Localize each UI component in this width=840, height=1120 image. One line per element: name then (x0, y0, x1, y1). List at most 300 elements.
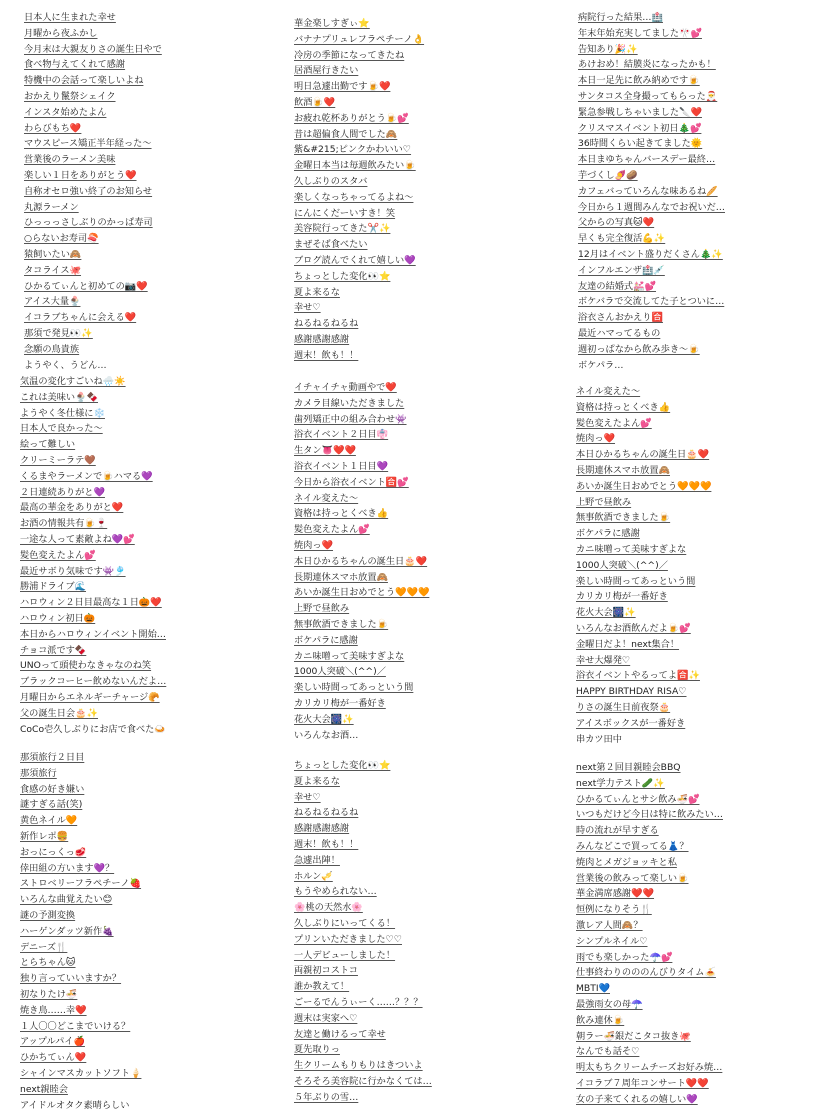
post-link[interactable]: １人〇〇どこまでいける？ (20, 1020, 131, 1032)
post-link[interactable]: 今日から１週間みんなでお祝いだ… (578, 201, 725, 213)
list-item (294, 221, 554, 237)
post-link[interactable]: 友達の結婚式💒💕 (578, 280, 657, 292)
post-link[interactable]: サンタコス全身撮ってもらった🎅 (578, 90, 718, 102)
post-link[interactable]: 絵って難しい (20, 439, 76, 451)
post-link[interactable]: 本日ひかるちゃんの誕生日🎂❤️ (576, 449, 710, 461)
post-link[interactable]: 浴衣イベントやるってよ🈴✨ (576, 670, 700, 682)
list-item (576, 934, 836, 950)
list-item (294, 932, 554, 948)
post-link[interactable]: 独り言っていいますか？ (20, 973, 122, 985)
post-link[interactable]: 感謝感謝感謝 (294, 823, 350, 835)
post-link[interactable]: 🌸桃の天然水🌸 (294, 902, 363, 914)
list-item (24, 326, 284, 342)
post-link[interactable]: 週初っぱなから飲み歩き〜🍺 (578, 343, 700, 355)
list-item (294, 869, 554, 885)
post-link[interactable]: 那須旅行２日目 (20, 752, 85, 763)
list-item (294, 1042, 554, 1058)
post-link[interactable]: 本日まゆちゃんバースデー最終… (578, 154, 716, 166)
post-link[interactable]: 女の子来てくれるの嬉しい💜 (576, 1093, 698, 1105)
list-item (20, 845, 280, 861)
list-item (294, 554, 554, 570)
list-item (294, 491, 554, 507)
post-link[interactable]: お酒の情報共有🍺🍷 (20, 518, 108, 530)
post-link[interactable]: 居酒屋行きたい (294, 65, 359, 77)
post-link[interactable]: 楽しい時間ってあっという間 (576, 575, 696, 587)
post-link[interactable]: 華金楽しすぎぃ⭐ (294, 18, 370, 29)
list-item (20, 674, 280, 690)
post-link[interactable]: イコラブちゃんに会える❤️ (24, 312, 137, 324)
post-link[interactable]: おかえり鬣祭シェイク (24, 90, 116, 102)
post-link[interactable]: 早くも完全復活💪✨ (578, 233, 666, 245)
post-link[interactable]: 髪色変えたよん💕 (294, 524, 370, 536)
post-link[interactable]: 生クリームもりもりはきついよ (294, 1060, 423, 1072)
post-link[interactable]: にんにくだーいすき！笑 (294, 207, 396, 219)
list-item (576, 463, 836, 479)
list-item (24, 358, 284, 370)
post-link[interactable]: 金曜日本当は毎週飲みたい🍺 (294, 160, 416, 172)
post-link[interactable]: 資格は持っとくべき👍 (294, 508, 389, 520)
post-link[interactable]: あいか誕生日おめでとう🧡🧡🧡 (294, 587, 430, 599)
post-link[interactable]: 焼肉とメガジョッキと私 (576, 856, 677, 868)
post-link[interactable]: MBTI💙 (576, 983, 610, 995)
post-link[interactable]: ようやく冬仕様に❄️ (20, 407, 105, 419)
post-link[interactable]: next親睦会 (20, 1083, 68, 1095)
post-link[interactable]: ひかちてぃん❤️ (20, 1052, 87, 1064)
post-link[interactable]: ネイル変えた〜 (294, 492, 359, 504)
post-link[interactable]: とらちゃん🐱 (20, 957, 76, 969)
list-item (24, 136, 284, 152)
post-link[interactable]: 日本人に生まれた幸せ (24, 12, 116, 23)
post-link[interactable]: まぜそば食べたい (294, 239, 368, 251)
post-link[interactable]: 両親初コストコ (294, 965, 358, 977)
post-link[interactable]: ねるねるねるね (294, 807, 359, 819)
post-link[interactable]: 告知あり🎉✨ (578, 43, 638, 55)
post-link[interactable]: 美容院行ってきた✂️✨ (294, 223, 391, 235)
post-link[interactable]: 浴衣さんおかえり🈴 (578, 312, 663, 324)
post-link[interactable]: 明日急遽出勤です🍺❤️ (294, 81, 391, 93)
post-link[interactable]: 緊急参戦しちゃいました🔪❤️ (578, 106, 702, 118)
post-link[interactable]: 12月はイベント盛りだくさん🎄✨ (578, 248, 723, 260)
post-link[interactable]: 歯列矯正中の組み合わせ👾 (294, 413, 407, 425)
post-link[interactable]: ２日連続ありがと💜 (20, 486, 105, 498)
post-link[interactable]: 資格は持っとくべき👍 (576, 401, 671, 413)
post-link[interactable]: 最高の華金をありがと❤️ (20, 502, 124, 514)
list-item (576, 479, 836, 495)
post-link[interactable]: 上野で昼飲み (576, 496, 632, 508)
post-link[interactable]: ごーるでんうぃーく……？？？ (294, 996, 423, 1008)
list-item (576, 902, 836, 918)
list-item (24, 310, 284, 326)
list-item (20, 766, 280, 782)
post-link[interactable]: そろそろ美容院に行かなくては… (294, 1075, 432, 1087)
post-link[interactable]: HAPPY BIRTHDAY RISA♡ (576, 686, 687, 698)
post-link[interactable]: カリカリ梅が一番好き (576, 591, 668, 603)
post-link[interactable]: 紫&#215;ピンクかわいい♡ (294, 144, 412, 156)
post-link[interactable]: 謎すぎる話(笑) (20, 799, 83, 811)
list-item (294, 380, 554, 396)
post-link[interactable]: 夏よ来るな (294, 775, 340, 787)
post-link[interactable]: カニ味噌って美味すぎよな (294, 650, 405, 662)
post-link[interactable]: シャインマスカットソフト🍦 (20, 1067, 142, 1079)
list-item (576, 792, 836, 808)
post-list-panel-8 (294, 758, 554, 1118)
post-link[interactable]: アイスボックスが一番好き (576, 717, 686, 729)
post-link[interactable]: インスタ始めたよん (24, 106, 107, 118)
list-item (576, 574, 836, 590)
post-link[interactable]: ホルン🎺 (294, 870, 333, 882)
post-link[interactable]: 病院行った結果…🏥 (578, 12, 663, 23)
post-link[interactable]: 焼肉っ❤️ (576, 433, 616, 445)
post-link[interactable]: 感謝感謝感謝 (294, 333, 350, 345)
list-item (576, 684, 836, 700)
post-link[interactable]: 浴衣イベント１日目💜 (294, 460, 389, 472)
list-item (294, 316, 554, 332)
post-link[interactable]: 今日から浴衣イベント🈴💕 (294, 476, 409, 488)
post-link[interactable]: 髪色変えたよん💕 (20, 549, 96, 561)
post-link[interactable]: これは美味い🍨🍫 (20, 391, 99, 403)
post-link[interactable]: ボケパラに感謝 (294, 634, 358, 646)
list-item (294, 285, 554, 301)
list-item (578, 358, 838, 370)
post-list-9 (576, 760, 836, 1108)
list-item (20, 532, 280, 548)
list-item (576, 1013, 836, 1029)
post-link[interactable]: 恒例になりそう🍴 (576, 904, 652, 916)
post-link[interactable]: バナナプリュレフラペチーノ👌 (294, 33, 425, 45)
post-link[interactable]: なんでも話そ♡ (576, 1046, 640, 1058)
list-item (576, 668, 836, 684)
post-link[interactable]: ひかるてぃんとサシ飲み🍜💕 (576, 793, 700, 805)
list-item (578, 42, 838, 58)
post-link[interactable]: 華金満席感謝❤️❤️ (576, 888, 655, 900)
post-link[interactable]: シンプルネイル♡ (576, 935, 648, 947)
post-link[interactable]: タコライス🐙 (24, 264, 82, 276)
post-link[interactable]: ブログ読んでくれて嬉しい💜 (294, 254, 416, 266)
list-item (24, 200, 284, 216)
list-item (578, 26, 838, 42)
post-link[interactable]: 父からの写真🐱❤️ (578, 217, 655, 229)
post-link[interactable]: いろんなお酒飲んだよ🍺💕 (576, 622, 691, 634)
list-item (20, 564, 280, 580)
post-link[interactable]: 仕事終わりのののんびりタイム🍝 (576, 967, 716, 979)
list-item (24, 89, 284, 105)
post-link[interactable]: いろんな曲覚えたい😊 (20, 894, 113, 906)
post-link[interactable]: いろんなお酒… (294, 729, 359, 740)
post-link[interactable]: 最近ハマってるもの (578, 327, 661, 339)
list-item (576, 605, 836, 621)
list-item (294, 16, 554, 32)
list-item (20, 485, 280, 501)
post-link[interactable]: チョコ派です🍫 (20, 644, 87, 656)
post-link[interactable]: 自称オセロ強い終了のお知らせ (24, 185, 153, 197)
post-link[interactable]: 年末年始充実してました🎌💕 (578, 27, 702, 39)
post-link[interactable]: 朝ラー🍜銀だこタコ抜き🐙 (576, 1030, 691, 1042)
post-link[interactable]: 営業後の飲みって楽しい🍺 (576, 872, 689, 884)
list-item (20, 908, 280, 924)
post-link[interactable]: カニ味噌って美味すぎよな (576, 543, 687, 555)
post-link[interactable]: ○らないお寿司🍣 (24, 233, 99, 245)
post-link[interactable]: 週末！飲も！！ (294, 838, 359, 850)
list-item (20, 437, 280, 453)
list-item (20, 813, 280, 829)
post-link[interactable]: イチャイチャ動画やで❤️ (294, 382, 397, 393)
post-list-7 (20, 750, 280, 1110)
list-item (578, 200, 838, 216)
post-link[interactable]: 焼き鳥……幸❤️ (20, 1004, 87, 1016)
list-item (576, 732, 836, 744)
list-item (578, 73, 838, 89)
post-link[interactable]: ボケパラ… (578, 359, 624, 370)
post-link[interactable]: 急遽出陣！ (294, 854, 340, 866)
list-item (576, 871, 836, 887)
post-link[interactable]: あいか誕生日おめでとう🧡🧡🧡 (576, 480, 712, 492)
post-link[interactable]: 最強雨女の母☂️ (576, 998, 643, 1010)
list-item (20, 1034, 280, 1050)
post-link[interactable]: 夏先取りっ (294, 1044, 340, 1056)
post-link[interactable]: 長期連休スマホ放置🙈 (294, 571, 388, 583)
list-item (294, 805, 554, 821)
post-link[interactable]: ハロウィン２日目最高な１日🎃❤️ (20, 597, 162, 609)
post-link[interactable]: 金曜日だよ！next集合！ (576, 638, 680, 650)
post-link[interactable]: 髪色変えたよん💕 (576, 417, 652, 429)
post-link[interactable]: 月曜日からエネルギーチャージ🥐 (20, 691, 160, 703)
post-link[interactable]: ちょっとした変化👀⭐ (294, 270, 391, 282)
post-link[interactable]: 36時間くらい起きてました🌞 (578, 138, 703, 150)
post-link[interactable]: 冷房の季節になってきたね (294, 49, 405, 61)
post-link[interactable]: アップルパイ🍎 (20, 1036, 85, 1048)
list-item (20, 579, 280, 595)
post-link[interactable]: 昔は超偏食人間でした🙈 (294, 128, 398, 140)
list-item (20, 892, 280, 908)
list-item (294, 821, 554, 837)
list-item (578, 152, 838, 168)
post-list-panel-4 (20, 374, 280, 734)
post-link[interactable]: おっにっくっ🥩 (20, 846, 87, 858)
list-item (294, 111, 554, 127)
list-item (294, 1074, 554, 1090)
post-link[interactable]: 最近サボり気味です👾🎐 (20, 565, 126, 577)
post-link[interactable]: 久しぶりにいってくる！ (294, 917, 396, 929)
post-link[interactable]: ネイル変えた〜 (576, 386, 641, 397)
post-link[interactable]: ひかるてぃんと初めての📷❤️ (24, 280, 148, 292)
list-item (294, 63, 554, 79)
list-item (576, 1029, 836, 1045)
post-link[interactable]: 無事飲酒できました🍺 (576, 512, 671, 524)
post-link[interactable]: 那須旅行 (20, 767, 57, 779)
post-link[interactable]: 生タン👅❤️❤️ (294, 445, 356, 457)
post-link[interactable]: 飲酒🍺❤️ (294, 96, 336, 108)
post-link[interactable]: インフルエンザ🏥💉 (578, 264, 665, 276)
post-list-4 (20, 374, 280, 734)
list-item (576, 855, 836, 871)
post-link[interactable]: ブラックコーヒー飲めないんだよ… (20, 676, 167, 688)
list-item (294, 995, 554, 1011)
post-link[interactable]: 特機中の会話って楽しいよね (24, 75, 144, 87)
post-link[interactable]: 楽しくなっちゃってるよね〜 (294, 191, 414, 203)
post-link[interactable]: 本日ひかるちゃんの誕生日🎂❤️ (294, 555, 428, 567)
list-item (578, 310, 838, 326)
post-link[interactable]: ５年ぶりの雪… (294, 1091, 359, 1103)
post-link[interactable]: クリーミーラテ🤎 (20, 454, 96, 466)
list-item (24, 215, 284, 231)
list-item (20, 829, 280, 845)
post-link[interactable]: 夏よ来るな (294, 286, 340, 298)
post-link[interactable]: 芋づくし🍠🥔 (578, 169, 638, 181)
list-item (576, 823, 836, 839)
post-link[interactable]: くるまやラーメンで🍺ハマる💜 (20, 470, 153, 482)
post-link[interactable]: カリカリ梅が一番好き (294, 697, 386, 709)
list-item (24, 42, 284, 58)
post-link[interactable]: ひっっっさしぶりのかっぱ寿司 (24, 217, 153, 229)
post-link[interactable]: 友達と働けるって幸せ (294, 1028, 386, 1040)
post-link[interactable]: 倖田組の方います💜？ (20, 862, 115, 874)
post-link[interactable]: ちょっとした変化👀⭐ (294, 760, 391, 771)
post-link[interactable]: クリスマスイベント初日🎄💕 (578, 122, 702, 134)
post-link[interactable]: わらびもち❤️ (24, 122, 82, 134)
post-link[interactable]: カメラ目線いただきました (294, 397, 405, 409)
list-item (20, 453, 280, 469)
post-link[interactable]: アイス大量🍨 (24, 296, 81, 308)
post-link[interactable]: 父の誕生日会🎂✨ (20, 707, 99, 719)
post-link[interactable]: ハーゲンダッツ新作🍇 (20, 925, 114, 937)
post-link[interactable]: もうやめられない… (294, 886, 377, 898)
post-link[interactable]: ストロベリーフラペチーノ🍓 (20, 878, 142, 890)
list-item (576, 807, 836, 823)
post-link[interactable]: プリンいただきました♡♡ (294, 933, 402, 945)
post-link[interactable]: 黄色ネイル🧡 (20, 815, 78, 827)
post-link[interactable]: アイドルオタク素晴らしい (20, 1099, 130, 1110)
list-item (294, 1058, 554, 1074)
post-link[interactable]: 今月末は大親友りさの誕生日やで (24, 43, 162, 55)
list-item (576, 447, 836, 463)
list-item (294, 332, 554, 348)
post-link[interactable]: 食感の好き嫌い (20, 783, 85, 795)
post-link[interactable]: 無事飲酒できました🍺 (294, 618, 389, 630)
list-item (576, 965, 836, 981)
post-link[interactable]: ボケパラに感謝 (576, 528, 640, 540)
post-link[interactable]: 誰か教えて！ (294, 981, 350, 993)
post-link[interactable]: 週末は実家へ♡ (294, 1012, 358, 1024)
post-link[interactable]: 謎の予測変換 (20, 909, 76, 921)
post-link[interactable]: 1000人突破＼(^^)／ (294, 666, 386, 678)
list-item (578, 10, 838, 26)
post-link[interactable]: 猿飼いたい🙈 (24, 248, 82, 260)
post-link[interactable]: 時の流れが早すぎる (576, 825, 659, 837)
post-link[interactable]: 週末！飲も！！ (294, 349, 359, 361)
post-link[interactable]: 焼肉っ❤️ (294, 539, 334, 551)
post-link[interactable]: 念願の鳥貴族 (24, 343, 80, 355)
list-item (578, 247, 838, 263)
post-link[interactable]: 新作レポ🍔 (20, 830, 69, 842)
post-link[interactable]: 幸せ♡ (294, 302, 321, 314)
post-link[interactable]: デニーズ🍴 (20, 941, 68, 953)
post-link[interactable]: ハロウィン初日🎃 (20, 612, 96, 624)
list-item (578, 184, 838, 200)
post-list-panel-2 (294, 16, 554, 376)
post-link[interactable]: 楽しい１日をありがとう❤️ (24, 169, 137, 181)
post-link[interactable]: 食べ物与えてくれて感謝 (24, 59, 126, 71)
post-link[interactable]: ようやく、うどん… (24, 359, 107, 370)
post-link[interactable]: 本日からハロウィンイベント開始… (20, 628, 166, 640)
list-item (294, 1027, 554, 1043)
list-item (576, 776, 836, 792)
post-link[interactable]: 幸せ♡ (294, 791, 321, 803)
post-link[interactable]: 営業後のラーメン美味 (24, 154, 116, 166)
post-link[interactable]: 気温の変化すごいね🌧️☀️ (20, 376, 126, 387)
post-link[interactable]: 久しぶりのスタバ (294, 175, 368, 187)
post-link[interactable]: 花火大会🎆✨ (576, 607, 636, 619)
post-link[interactable]: 1000人突破＼(^^)／ (576, 559, 668, 571)
post-link[interactable]: 飲み連休🍺 (576, 1014, 625, 1026)
post-link[interactable]: 勝浦ドライブ🌊 (20, 581, 87, 593)
post-link[interactable]: いつもだけど今日は特に飲みたい… (576, 809, 723, 821)
post-link[interactable]: 那須で発見👀✨ (24, 327, 93, 339)
post-link[interactable]: みんなどこで買ってる👗？ (576, 840, 689, 852)
list-item (576, 886, 836, 902)
list-item (24, 152, 284, 168)
post-link[interactable]: お疲れ乾杯ありがとう🍺💕 (294, 112, 409, 124)
list-item (294, 348, 554, 364)
list-item (24, 279, 284, 295)
post-link[interactable]: 楽しい時間ってあっという間 (294, 682, 414, 694)
post-list-3 (578, 10, 838, 370)
post-list-panel-6 (576, 384, 836, 744)
post-link[interactable]: ねるねるねるね (294, 318, 359, 330)
list-item (20, 406, 280, 422)
list-item (578, 342, 838, 358)
post-link[interactable]: 明太もちクリームチーズお好み焼… (576, 1062, 723, 1074)
post-link[interactable]: りさの誕生日前夜祭🎂 (576, 701, 671, 713)
list-item (576, 510, 836, 526)
post-link[interactable]: 雨でも楽しかった☂️💕 (576, 951, 673, 963)
list-item (294, 758, 554, 774)
post-link[interactable]: next第２回目親睦会BBQ (576, 762, 681, 773)
list-item (294, 158, 554, 174)
post-link[interactable]: 上野で昼飲み (294, 603, 350, 615)
post-link[interactable]: 浴衣イベント２日目👘 (294, 429, 389, 441)
list-item (294, 538, 554, 554)
post-link[interactable]: ボケバラで交流してた子とついに… (578, 296, 725, 308)
post-link[interactable]: 一途な人って素敵よね💜💕 (20, 533, 135, 545)
post-link[interactable]: 激レア人間🙈？ (576, 919, 643, 931)
post-link[interactable]: イコラブ７周年コンサート❤️❤️ (576, 1077, 709, 1089)
list-item (576, 637, 836, 653)
post-link[interactable]: あけおめ！結膜炎になったかも！ (578, 59, 716, 71)
post-link[interactable]: CoCo壱久しぶりにお店で食べた🍛 (20, 723, 166, 734)
post-link[interactable]: next学力テスト🥒✨ (576, 777, 665, 789)
list-item (20, 722, 280, 734)
post-link[interactable]: カフェバっていろんな味あるね🥖 (578, 185, 718, 197)
list-item (20, 500, 280, 516)
post-link[interactable]: 本日一足先に飲み納めです🍺 (578, 75, 700, 87)
list-item (294, 396, 554, 412)
post-link[interactable]: 幸せ大爆発♡ (576, 654, 631, 666)
list-item (294, 617, 554, 633)
post-link[interactable]: 初なりたけ🍜 (20, 988, 78, 1000)
post-list-panel-7 (20, 750, 280, 1110)
post-link[interactable]: 丸源ラーメン (24, 201, 79, 213)
post-link[interactable]: マウスピース矯正半年経った〜 (24, 138, 152, 150)
post-link[interactable]: 花火大会🎆✨ (294, 713, 354, 725)
post-link[interactable]: 串カツ田中 (576, 733, 622, 744)
post-link[interactable]: 一人デビューしました！ (294, 949, 396, 961)
post-link[interactable]: 月曜から夜ふかし (24, 27, 98, 39)
post-link[interactable]: UNOって頭使わなきゃなのね笑 (20, 660, 152, 672)
list-item (294, 174, 554, 190)
post-link[interactable]: 長期連休スマホ放置🙈 (576, 464, 670, 476)
post-link[interactable]: 日本人で良かった〜 (20, 423, 103, 435)
list-item (20, 971, 280, 987)
